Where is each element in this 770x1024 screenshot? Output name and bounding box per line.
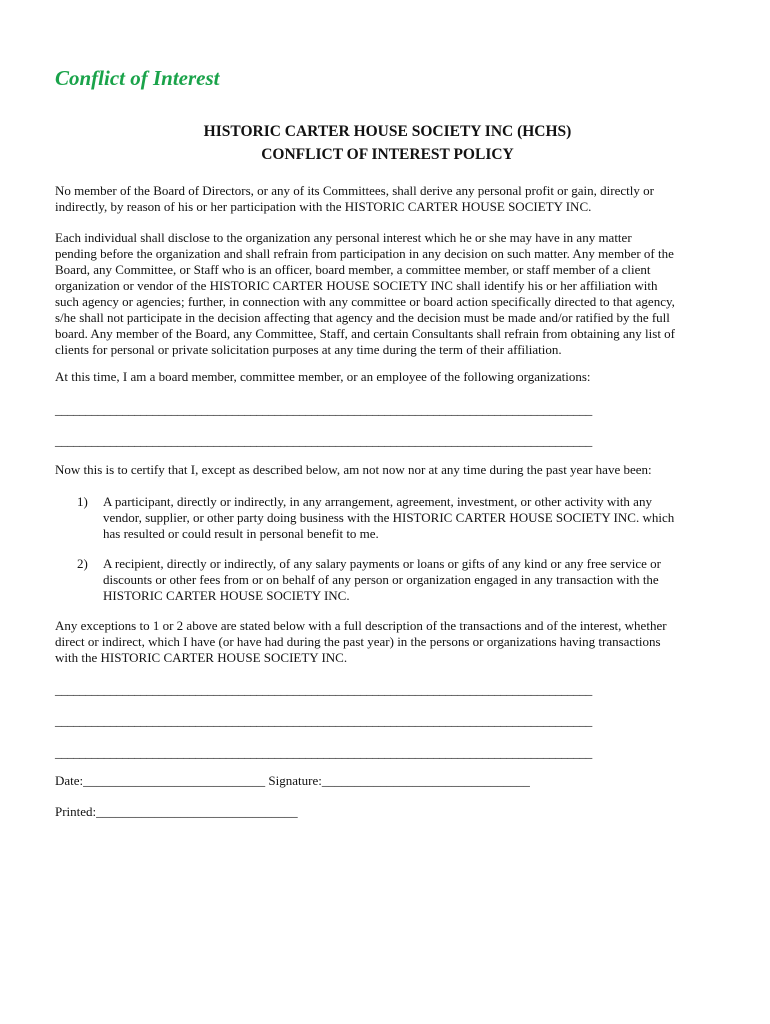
paragraph-line: No member of the Board of Directors, or any of its Committees, shall derive any personal profit or gain, directly or <box>55 183 654 198</box>
printed-field[interactable]: _______________________________ <box>96 804 298 819</box>
paragraph-line: Each individual shall disclose to the organization any personal interest which he or she may have in any matter <box>55 230 632 245</box>
list-item-line: vendor, supplier, or other party doing business with the HISTORIC CARTER HOUSE SOCIETY INC. which <box>103 510 675 525</box>
paragraph-affiliations <box>55 369 720 385</box>
paragraph-line: board. Any member of the Board, any Committee, Staff, and certain Consultants shall refrain from obtaining any list of <box>55 326 676 341</box>
affiliation-blank-line-2[interactable]: ________________________________________________________________________________________ <box>55 433 592 448</box>
signature-label: Signature: <box>268 773 322 788</box>
paragraph-line: Board, any Committee, or Staff who is an officer, board member, a committee member, or staff member of a client <box>55 262 651 277</box>
list-item-line: A recipient, directly or indirectly, of any salary payments or loans or gifts of any kind or any free service or <box>103 556 661 571</box>
paragraph-line: s/he shall not participate in the decision affecting that agency and the decision must be made and/or ratified by the full <box>55 310 670 325</box>
paragraph-line: organization or vendor of the HISTORIC CARTER HOUSE SOCIETY INC shall identify his or her affiliation with <box>55 278 658 293</box>
paragraph-line: indirectly, by reason of his or her participation with the HISTORIC CARTER HOUSE SOCIETY INC. <box>55 199 592 214</box>
list-item-number: 1) <box>77 494 88 509</box>
paragraph-disclosure <box>55 230 720 358</box>
list-item-text <box>103 494 674 542</box>
printed-label: Printed: <box>55 804 97 819</box>
exception-blank-line-3[interactable]: ________________________________________________________________________________________ <box>55 745 592 760</box>
paragraph-certify <box>55 462 720 478</box>
paragraph-exceptions <box>55 618 720 666</box>
paragraph-line: clients for personal or private solicitation purposes at any time during the term of their affiliation. <box>55 342 562 357</box>
paragraph-line: pending before the organization and shall refrain from participation in any decision on such matter. Any member of the <box>55 246 674 261</box>
date-field[interactable]: ____________________________ <box>83 773 266 788</box>
paragraph-line: with the HISTORIC CARTER HOUSE SOCIETY INC. <box>55 650 348 665</box>
paragraph-no-profit <box>55 183 720 215</box>
paragraph-line: such agency or agencies; further, in connection with any committee or board action specifically directed to that agency, <box>55 294 675 309</box>
document-heading: Conflict of Interest <box>55 66 220 90</box>
printed-name-row <box>55 804 298 820</box>
paragraph-line: direct or indirect, which I have (or have had during the past year) in the persons or organizations having transactions <box>55 634 661 649</box>
list-item-line: HISTORIC CARTER HOUSE SOCIETY INC. <box>103 588 350 603</box>
paragraph-line: Any exceptions to 1 or 2 above are stated below with a full description of the transactions and of the interest, whether <box>55 618 667 633</box>
exception-blank-line-2[interactable]: ________________________________________________________________________________________ <box>55 713 592 728</box>
list-item-text <box>103 556 661 604</box>
affiliation-blank-line-1[interactable]: ________________________________________________________________________________________ <box>55 402 592 417</box>
list-item-number: 2) <box>77 556 88 571</box>
list-item-line: discounts or other fees from or on behalf of any person or organization engaged in any transaction with the <box>103 572 659 587</box>
paragraph-line: Now this is to certify that I, except as described below, am not now nor at any time during the past year have been: <box>55 462 652 477</box>
policy-subtitle-line: CONFLICT OF INTEREST POLICY <box>261 146 514 163</box>
list-item-line: A participant, directly or indirectly, in any arrangement, agreement, investment, or other activity with any <box>103 494 652 509</box>
date-signature-row <box>55 773 530 789</box>
exception-blank-line-1[interactable]: ________________________________________________________________________________________ <box>55 682 592 697</box>
date-label: Date: <box>55 773 84 788</box>
list-item-line: has resulted or could result in personal benefit to me. <box>103 526 379 541</box>
signature-field[interactable]: ________________________________ <box>321 773 530 788</box>
policy-title <box>55 120 720 166</box>
paragraph-line: At this time, I am a board member, committee member, or an employee of the following organizations: <box>55 369 591 384</box>
policy-title-line: HISTORIC CARTER HOUSE SOCIETY INC (HCHS) <box>203 123 572 140</box>
